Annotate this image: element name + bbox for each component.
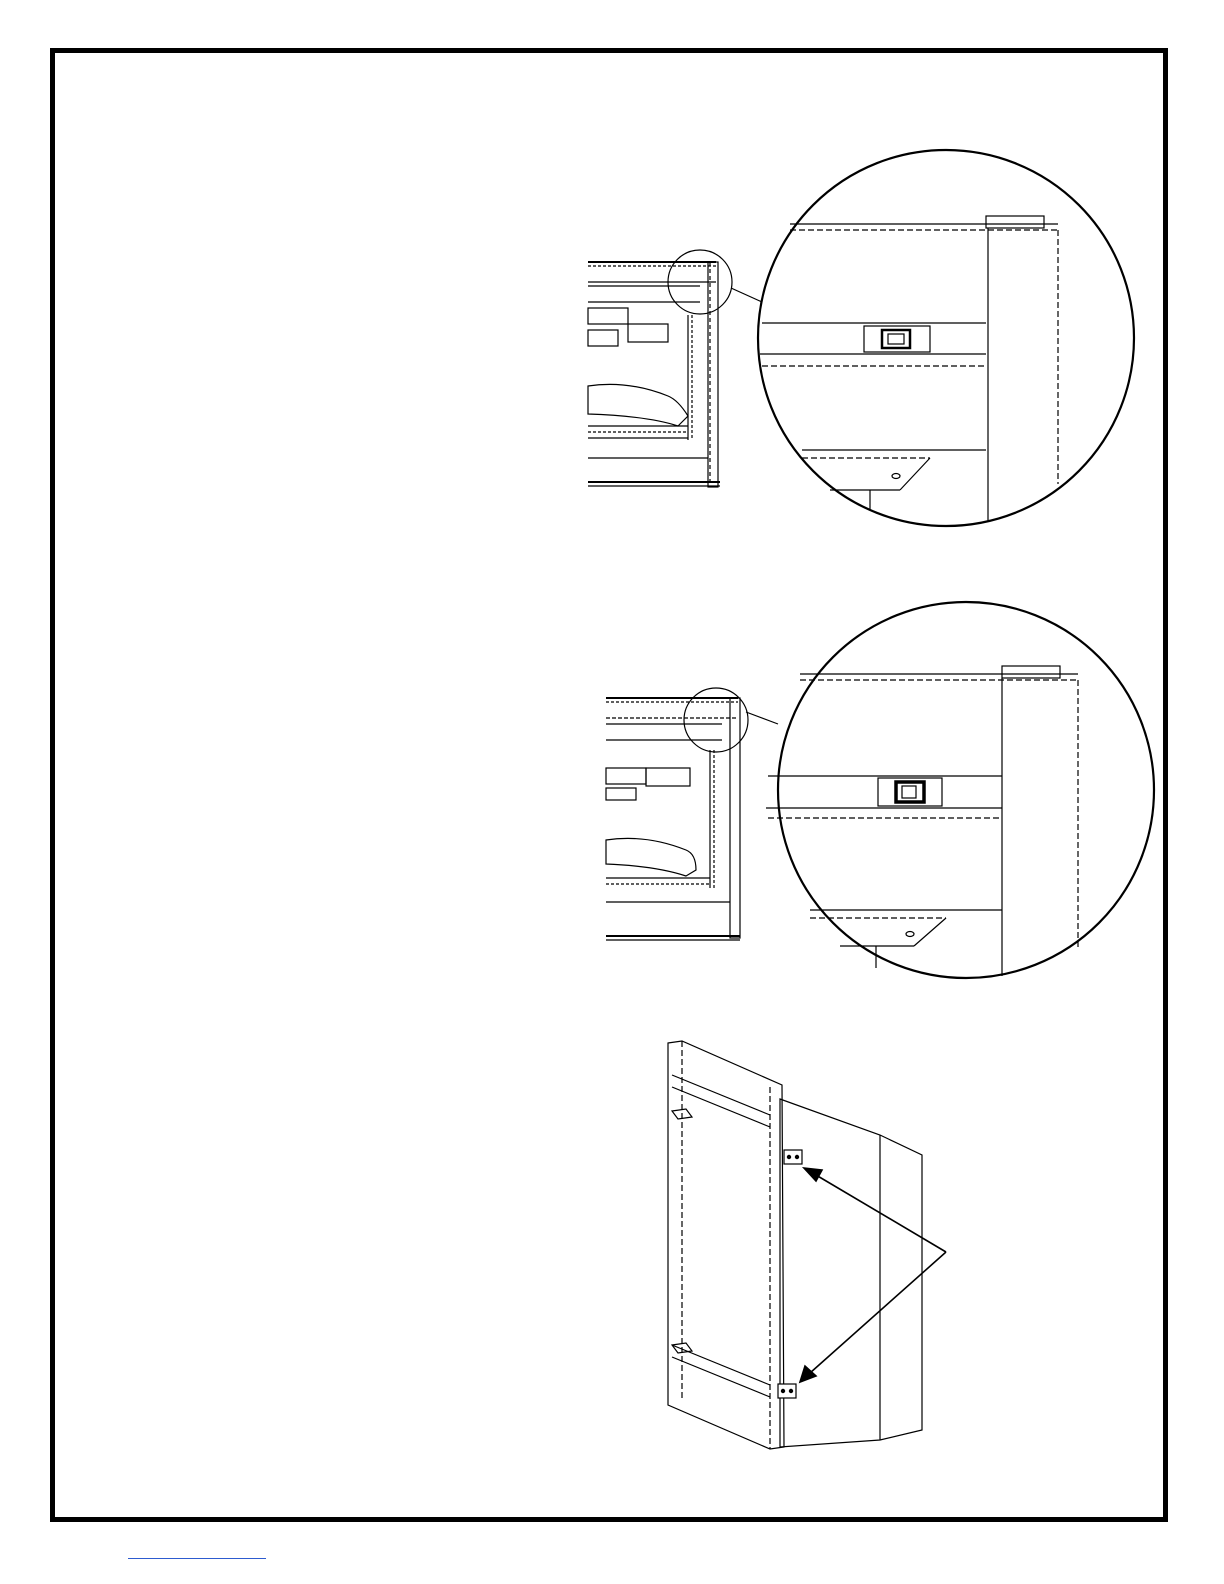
fireplace-detail-drawing-2 (600, 590, 1160, 990)
switch-detail-figure-top (580, 140, 1160, 540)
arrow-icon (800, 1168, 946, 1382)
bracket-upper (784, 1150, 802, 1164)
fireplace-detail-drawing (580, 140, 1160, 540)
firebox-isometric-drawing (650, 1035, 970, 1465)
bracket-lower (778, 1384, 796, 1398)
firebox-isometric-figure (650, 1035, 970, 1465)
footer-link-underline (128, 1558, 266, 1559)
switch-detail-figure-middle (600, 590, 1160, 990)
